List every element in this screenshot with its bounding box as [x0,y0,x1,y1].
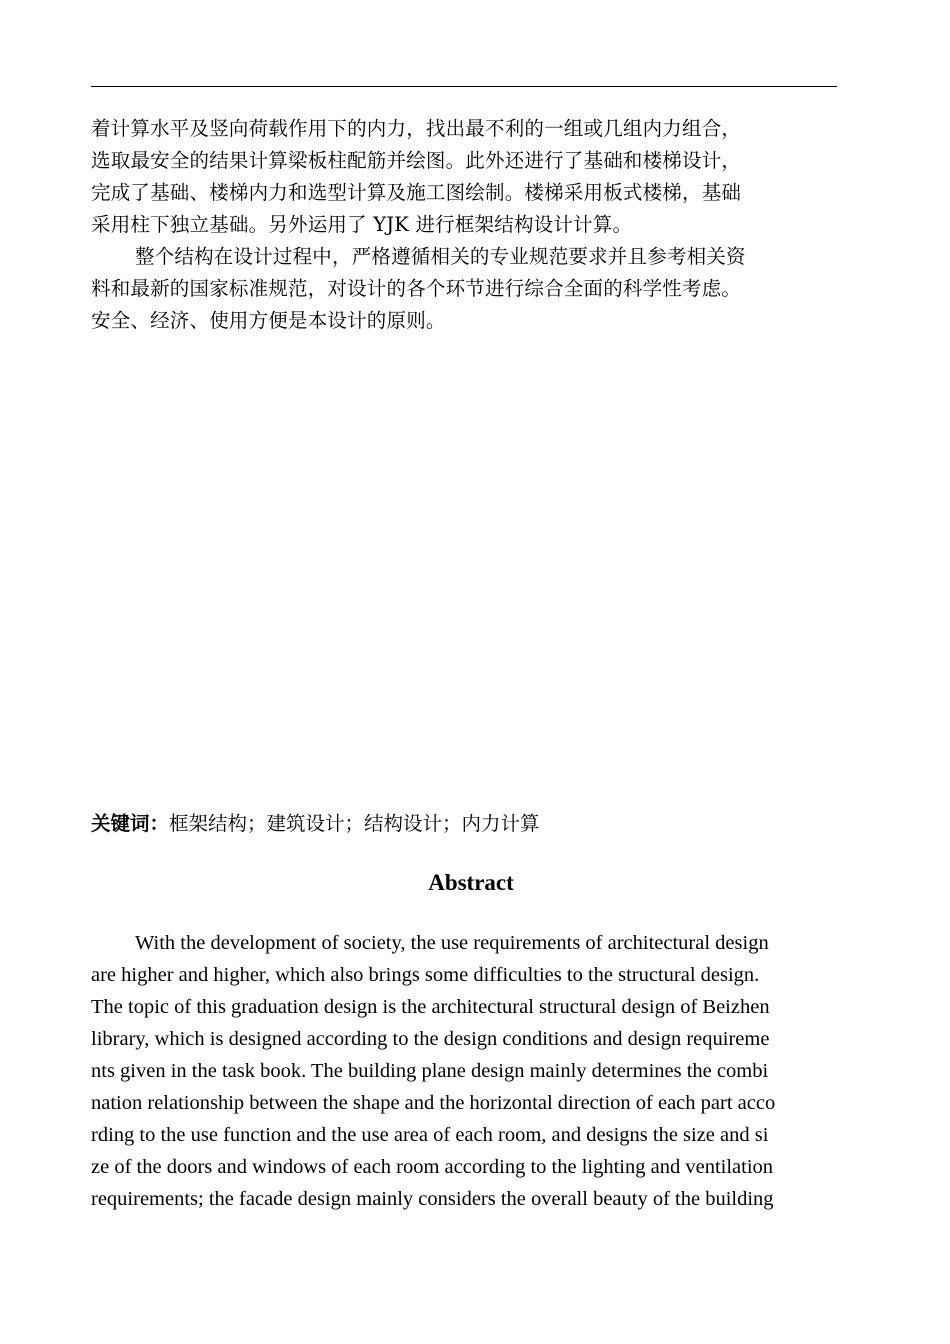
cn-paragraph-1-line: 采用柱下独立基础。另外运用了 YJK 进行框架结构设计计算。 [91,213,633,236]
cn-paragraph-2-line: 整个结构在设计过程中，严格遵循相关的专业规范要求并且参考相关资 [135,245,746,268]
en-abstract-line: are higher and higher, which also brings some difficulties to the structural design. [91,964,760,986]
cn-paragraph-1-line: 着计算水平及竖向荷载作用下的内力，找出最不利的一组或几组内力组合， [91,117,742,140]
en-abstract-line: With the development of society, the use requirements of architectural design [135,932,769,954]
chinese-abstract-body [91,113,837,337]
cn-paragraph-1-line: 完成了基础、楼梯内力和选型计算及施工图绘制。楼梯采用板式楼梯，基础 [91,181,742,204]
english-abstract-body [91,927,851,1215]
keywords-line [91,808,837,840]
en-abstract-line: requirements; the facade design mainly considers the overall beauty of the building [91,1188,774,1210]
en-abstract-line: The topic of this graduation design is the architectural structural design of Beizhen [91,996,770,1018]
en-abstract-line: library, which is designed according to the design conditions and design requireme [91,1028,770,1050]
en-abstract-line: nts given in the task book. The building plane design mainly determines the combi [91,1060,769,1082]
abstract-heading: Abstract [428,870,514,895]
header-rule [91,86,837,87]
cn-paragraph-2-line: 安全、经济、使用方便是本设计的原则。 [91,309,446,332]
en-abstract-line: rding to the use function and the use area of each room, and designs the size and si [91,1124,769,1146]
keywords-value: 框架结构；建筑设计；结构设计；内力计算 [169,812,540,835]
cn-paragraph-1-line: 选取最安全的结果计算梁板柱配筋并绘图。此外还进行了基础和楼梯设计， [91,149,742,172]
en-abstract-line: nation relationship between the shape and the horizontal direction of each part acco [91,1092,776,1114]
keywords-label: 关键词： [91,812,170,835]
en-abstract-line: ze of the doors and windows of each room according to the lighting and ventilation [91,1156,774,1178]
cn-paragraph-2-line: 料和最新的国家标准规范，对设计的各个环节进行综合全面的科学性考虑。 [91,277,742,300]
